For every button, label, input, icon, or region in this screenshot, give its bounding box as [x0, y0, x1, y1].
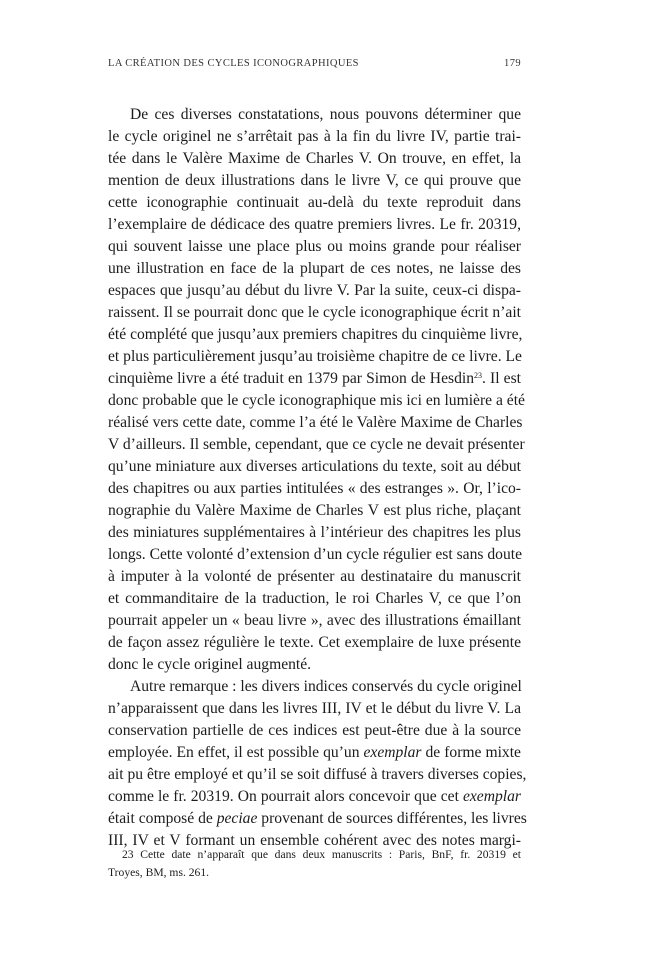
text-line	[108, 368, 521, 390]
text-line	[108, 742, 521, 764]
italic-term: exemplar	[363, 744, 422, 761]
main-text	[108, 104, 527, 852]
text-line: tée dans le Valère Maxime de Charles V. On trouve, en effet, la	[108, 150, 521, 167]
text-line: pourrait appeler un « beau livre », avec des illustrations émaillant	[108, 612, 521, 629]
text-line: Autre remarque : les divers indices conservés du cycle originel	[130, 678, 522, 695]
text-line: raissent. Il se pourrait donc que le cycle iconographique écrit n’ait	[108, 304, 521, 321]
text-line: à imputer à la volonté de présenter au destinataire du manuscrit	[108, 568, 521, 585]
text-line: des chapitres ou aux parties intitulées « des estranges ». Or, l’ico-	[108, 480, 521, 497]
footnote-line: Troyes, BM, ms. 261.	[108, 866, 210, 879]
text-line: cette iconographie continuait au-delà du texte reproduit dans	[108, 194, 521, 211]
text-line: et plus particulièrement jusqu’au troisième chapitre de ce livre. Le	[108, 348, 522, 365]
text-line: donc probable que le cycle iconographique mis ici en lumière a été	[108, 392, 525, 409]
text-line: été complété que jusqu’aux premiers chapitres du cinquième livre,	[108, 326, 523, 343]
text-line: des miniatures supplémentaires à l’intérieur des chapitres les plus	[108, 524, 521, 541]
text-segment: employée. En effet, il est possible qu’un	[108, 744, 364, 761]
text-line: donc le cycle originel augmenté.	[108, 656, 312, 673]
running-head-title: LA CRÉATION DES CYCLES ICONOGRAPHIQUES	[108, 58, 359, 69]
text-line: III, IV et V formant un ensemble cohérent avec des notes margi-	[108, 832, 521, 849]
text-line	[108, 808, 527, 830]
text-line: n’apparaissent que dans les livres III, IV et le début du livre V. La	[108, 700, 521, 717]
page-number: 179	[504, 58, 521, 69]
italic-term: exemplar	[462, 788, 521, 805]
paragraph-2	[108, 676, 527, 852]
footnote-reference[interactable]: 23	[474, 371, 482, 380]
footnotes	[108, 846, 521, 882]
text-segment: . Il est	[482, 370, 521, 387]
text-line: et commanditaire de la traduction, le roi Charles V, ce que l’on	[108, 590, 521, 607]
footnote-line: 23 Cette date n’apparaît que dans deux manuscrits : Paris, BnF, fr. 20319 et	[122, 848, 521, 861]
text-line: une illustration en face de la plupart de ces notes, ne laisse des	[108, 260, 521, 277]
text-line: ait pu être employé et qu’il se soit diffusé à travers diverses copies,	[108, 766, 527, 783]
text-segment: de forme mixte	[421, 744, 521, 761]
text-line: réalisé vers cette date, comme l’a été le Valère Maxime de Charles	[108, 414, 523, 431]
text-line: le cycle originel ne s’arrêtait pas à la fin du livre IV, partie trai-	[108, 128, 521, 145]
text-line: mention de deux illustrations dans le livre V, ce qui prouve que	[108, 172, 521, 189]
text-line: V d’ailleurs. Il semble, cependant, que ce cycle ne devait présenter	[108, 436, 525, 453]
text-line: espaces que jusqu’au début du livre V. Par la suite, ceux-ci dispa-	[108, 282, 521, 299]
text-line: nographie du Valère Maxime de Charles V est plus riche, plaçant	[108, 502, 521, 519]
paragraph-1	[108, 104, 525, 676]
text-line: de façon assez régulière le texte. Cet exemplaire de luxe présente	[108, 634, 521, 651]
text-segment: comme le fr. 20319. On pourrait alors concevoir que cet	[108, 788, 463, 805]
text-line: l’exemplaire de dédicace des quatre premiers livres. Le fr. 20319,	[108, 216, 521, 233]
text-line: conservation partielle de ces indices est peut-être due à la source	[108, 722, 521, 739]
text-line: De ces diverses constatations, nous pouvons déterminer que	[130, 106, 521, 123]
text-segment: était composé de	[108, 810, 217, 827]
italic-term: peciae	[216, 810, 258, 827]
text-line	[108, 786, 521, 808]
text-line: qui souvent laisse une place plus ou moins grande pour réaliser	[108, 238, 521, 255]
text-line: longs. Cette volonté d’extension d’un cycle régulier est sans doute	[108, 546, 522, 563]
text-segment: cinquième livre a été traduit en 1379 par Simon de Hesdin	[108, 370, 474, 387]
text-segment: provenant de sources différentes, les livres	[257, 810, 527, 827]
text-line: qu’une miniature aux diverses articulations du texte, soit au début	[108, 458, 521, 475]
